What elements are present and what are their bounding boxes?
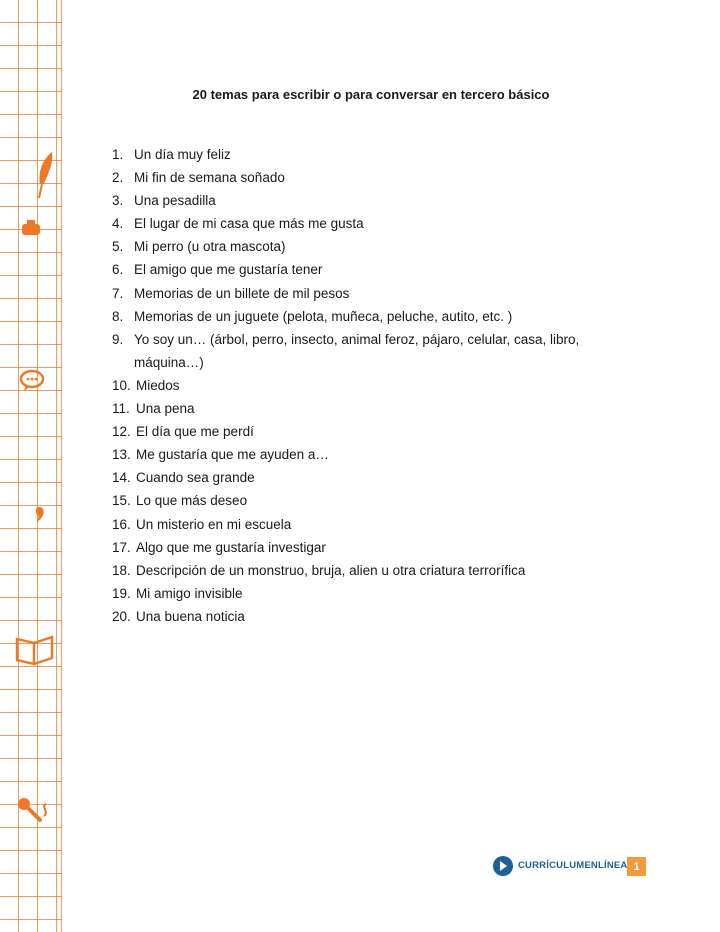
list-item-number: 3.	[112, 193, 124, 209]
list-item-text: Algo que me gustaría investigar	[136, 539, 326, 555]
list-item-text: Me gustaría que me ayuden a…	[136, 447, 329, 463]
topics-list	[112, 143, 612, 628]
list-item-number: 4.	[112, 216, 124, 232]
list-item-text: Una pesadilla	[134, 193, 216, 209]
list-item	[112, 466, 612, 489]
list-item-text: Una pena	[136, 401, 195, 417]
list-item	[112, 605, 612, 628]
list-item-text: Memorias de un billete de mil pesos	[134, 285, 350, 301]
list-item-number: 5.	[112, 239, 124, 255]
list-item-text: Miedos	[136, 377, 180, 393]
feather-quill-icon	[30, 150, 60, 200]
list-item	[112, 559, 612, 582]
list-item-number: 9.	[112, 331, 124, 347]
list-item-number: 18.	[112, 562, 131, 578]
document-title: 20 temas para escribir o para conversar en tercero básico	[192, 87, 550, 102]
list-item	[112, 374, 612, 397]
list-item-text: Descripción de un monstruo, bruja, alien u otra criatura terrorífica	[136, 562, 526, 578]
list-item	[112, 397, 612, 420]
list-item-text: El amigo que me gustaría tener	[134, 262, 323, 278]
strip-border	[61, 0, 62, 932]
speech-bubble-icon	[18, 369, 46, 393]
list-item-text: Mi amigo invisible	[136, 585, 243, 601]
list-item-number: 17.	[112, 539, 131, 555]
list-item	[112, 282, 612, 305]
list-item	[112, 443, 612, 466]
list-item	[112, 513, 612, 536]
list-item-text: Memorias de un juguete (pelota, muñeca, peluche, autito, etc. )	[134, 308, 513, 324]
list-item-text: Cuando sea grande	[136, 470, 255, 486]
list-item	[112, 143, 612, 166]
microphone-icon	[16, 796, 56, 824]
list-item-number: 12.	[112, 424, 131, 440]
list-item-number: 2.	[112, 170, 124, 186]
list-item-text: Un día muy feliz	[134, 147, 231, 162]
inkwell-icon	[19, 218, 45, 238]
list-item	[112, 235, 612, 258]
list-item-number: 14.	[112, 470, 131, 486]
list-item-number: 8.	[112, 308, 124, 324]
list-item-number: 19.	[112, 585, 131, 601]
list-item	[112, 258, 612, 281]
list-item-text: El día que me perdí	[136, 424, 254, 440]
open-book-icon	[14, 633, 56, 667]
list-item-number: 6.	[112, 262, 124, 278]
list-item	[112, 166, 612, 189]
list-item	[112, 420, 612, 443]
list-item	[112, 489, 612, 512]
comma-icon	[34, 505, 48, 525]
notebook-grid-strip	[0, 0, 62, 932]
list-item-text: Lo que más deseo	[136, 493, 248, 509]
list-item-number: 16.	[112, 516, 131, 532]
list-item-text: Un misterio en mi escuela	[136, 516, 292, 532]
page-number: 1	[627, 857, 646, 876]
list-item-number: 1.	[112, 147, 124, 162]
list-item-text: Mi perro (u otra mascota)	[134, 239, 286, 255]
list-item-number: 10.	[112, 377, 131, 393]
list-item-number: 11.	[112, 401, 130, 417]
list-item-number: 7.	[112, 285, 124, 301]
logo-arrow-icon	[492, 855, 514, 877]
list-item	[112, 212, 612, 235]
list-item-number: 20.	[112, 608, 131, 624]
logo-text: CURRÍCULUMENLÍNEA	[518, 860, 628, 871]
list-item	[112, 328, 612, 374]
list-item-text: El lugar de mi casa que más me gusta	[134, 216, 364, 232]
list-item	[112, 305, 612, 328]
list-item-number: 13.	[112, 447, 131, 463]
list-item	[112, 536, 612, 559]
list-item-text: Una buena noticia	[136, 608, 245, 624]
list-item-number: 15.	[112, 493, 131, 509]
list-item-text: Yo soy un… (árbol, perro, insecto, animal feroz, pájaro, celular, casa, libro, máquina…)	[134, 331, 580, 370]
curriculum-logo	[492, 855, 627, 877]
list-item	[112, 582, 612, 605]
list-item	[112, 189, 612, 212]
list-item-text: Mi fin de semana soñado	[134, 170, 285, 186]
